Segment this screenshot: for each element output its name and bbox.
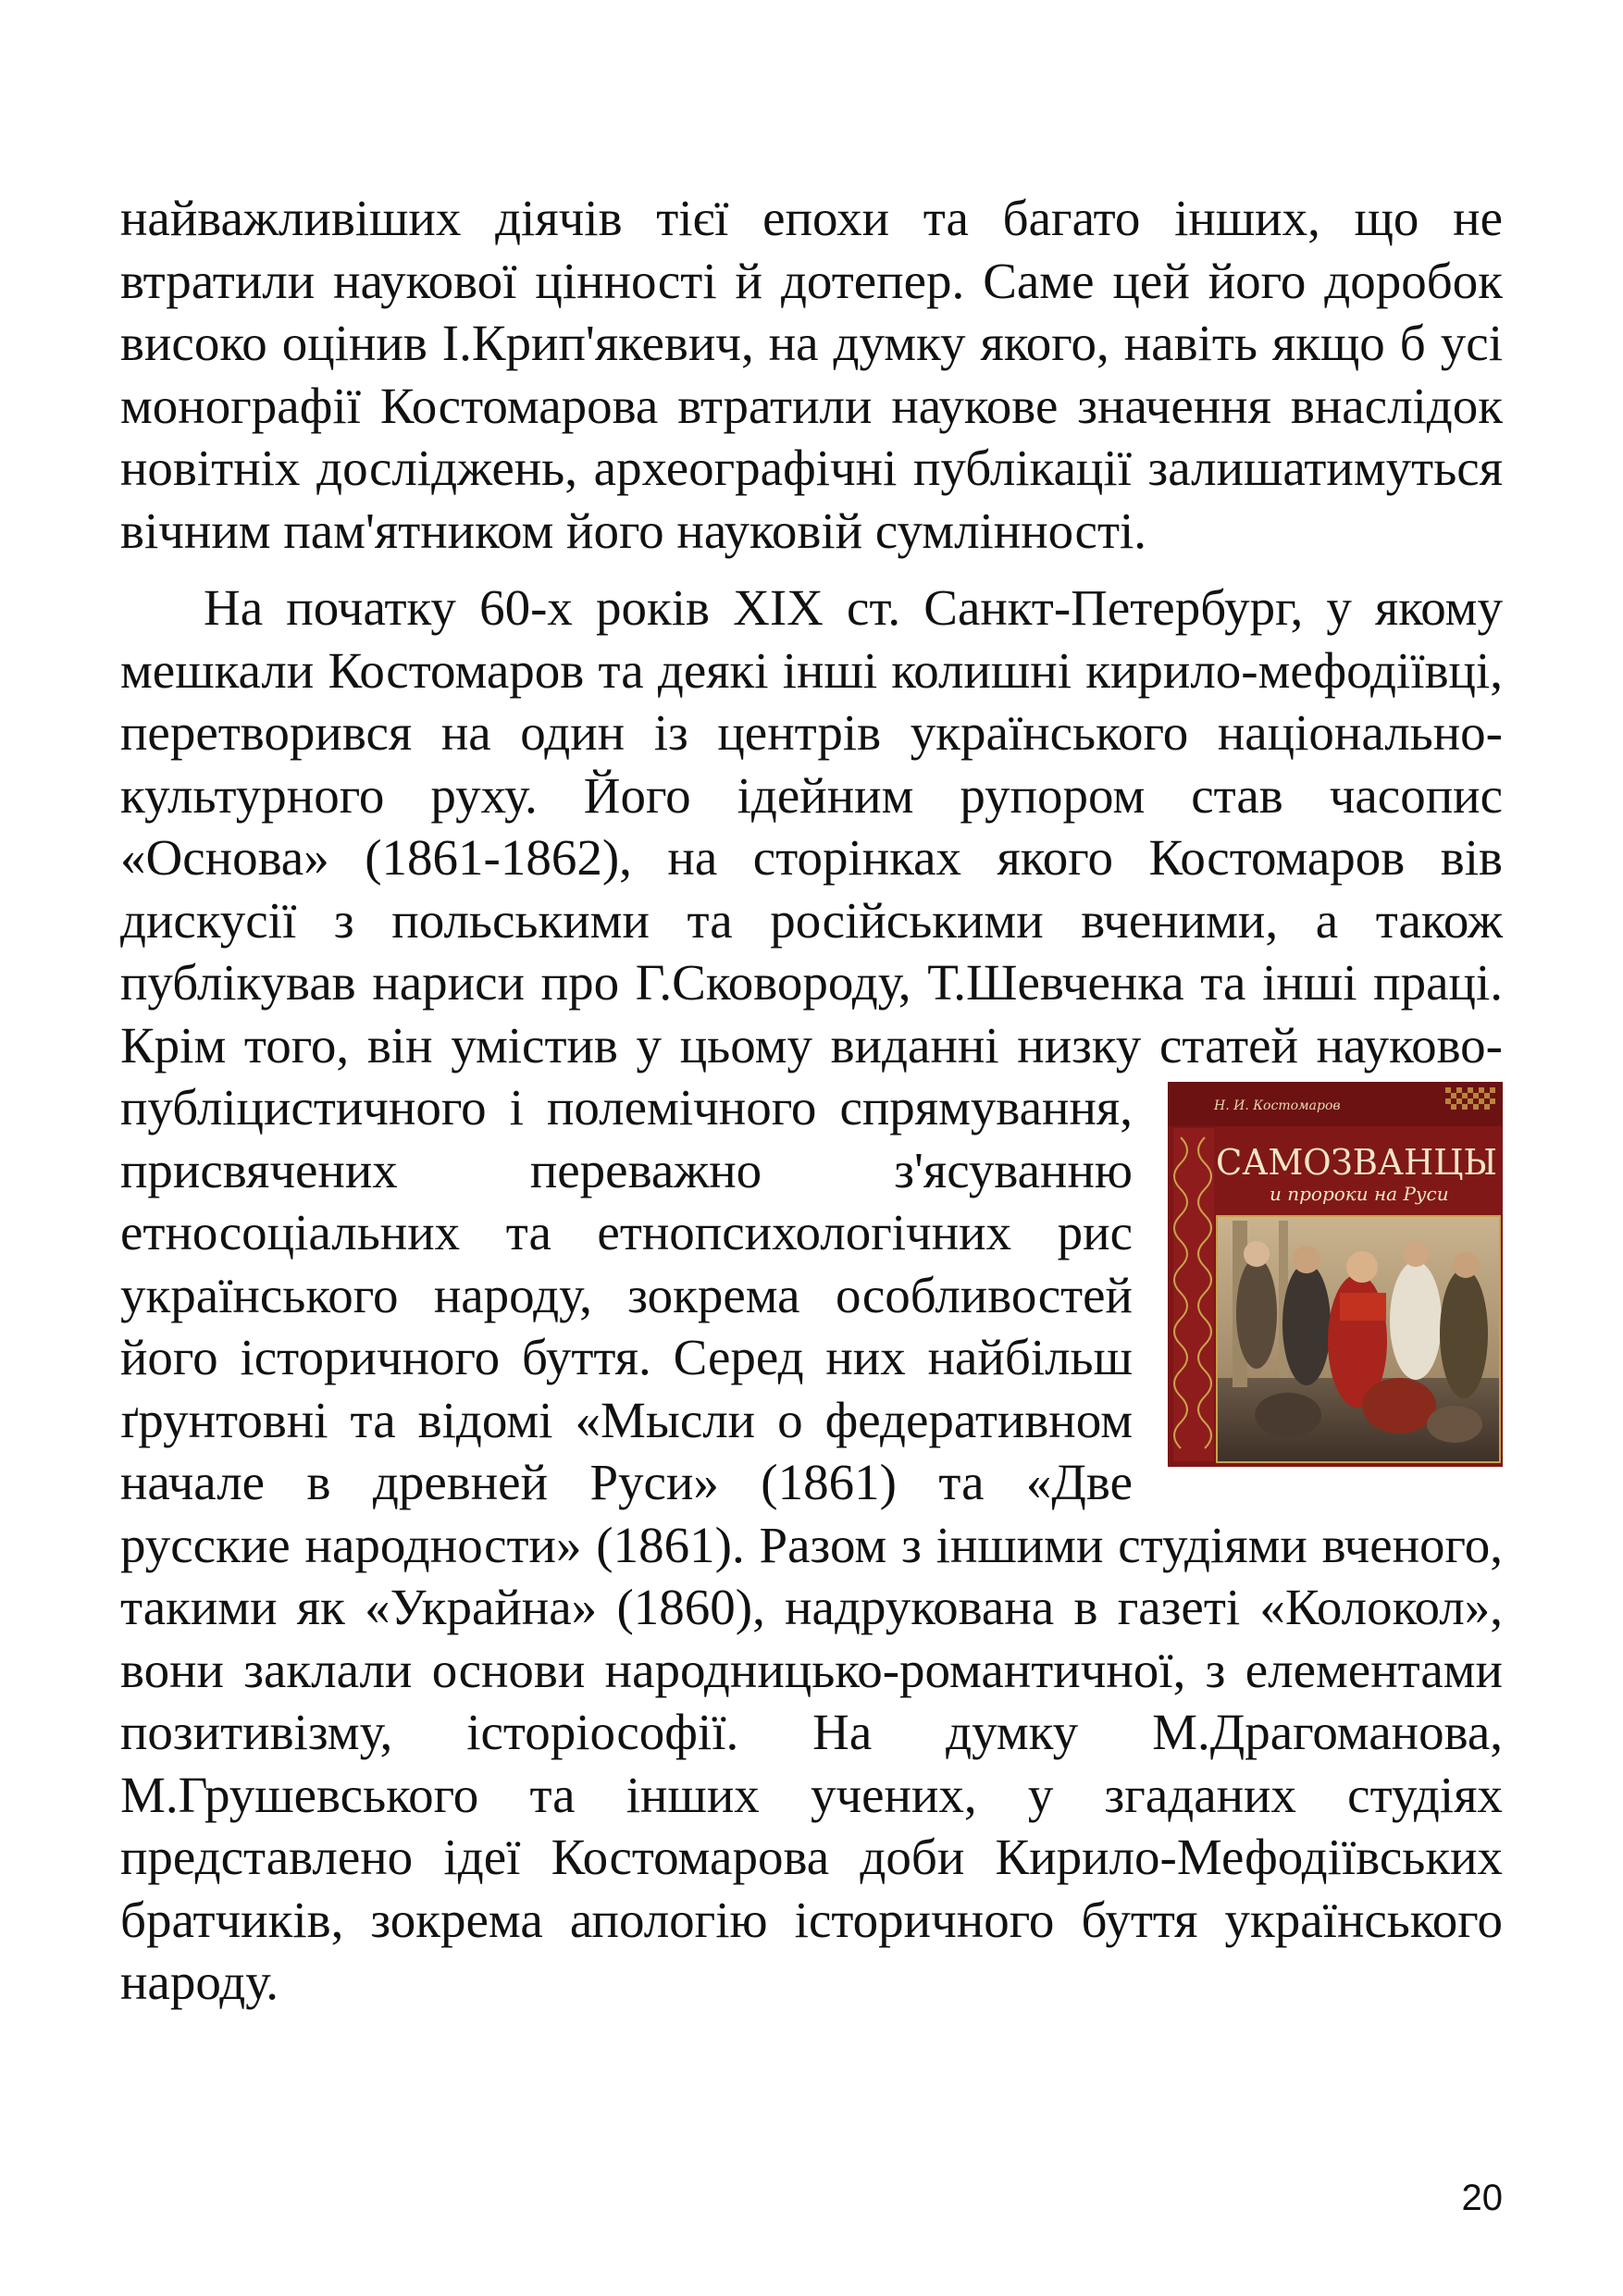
book-cover-title: САМОЗВАНЦЫ xyxy=(1216,1142,1497,1183)
paragraph-1: найважливіших діячів тієї епохи та багато інших, що не втратили наукової цінності й дотепер. Саме цей його доробок високо оцінив І.Крип'якевич, на думку якого, навіть якщо б усі монографії Костомарова втратили наукове значення внаслідок новітніх досліджень, археографічні публікації залишатимуться вічним пам'ятником його науковій сумлінності. xyxy=(120,190,1503,559)
book-cover-image xyxy=(1168,1082,1503,1467)
paragraph-2 xyxy=(120,577,1503,2014)
paragraph-2-continuation: полемічного спрямування, присвячених переважно з'ясуванню етносоціальних та етнопсихологічних рис українського народу, зокрема особливостей його історичного буття. Серед них найбільш ґрунтовні та відомі «Мысли о федеративном начале в древней Руси» (1861) та «Две русские народности» (1861). Разом з іншими студіями вченого, такими як «Украйна» (1860), надрукована в газеті «Колокол», вони заклали основи народницько-романтичної, з елементами позитивізму, історіософії. На думку М.Драгоманова, М.Грушевського та інших учених, у згаданих студіях представлено ідеї Костомарова доби Кирило-Мефодіївських братчиків, зокрема апологію історичного буття українського народу. xyxy=(120,1079,1503,2010)
book-cover-subtitle: и пророки на Руси xyxy=(1270,1183,1449,1205)
paragraph-2-start: На початку 60-х років ХІХ ст. Санкт-Петербург, у якому мешкали Костомаров та деякі інші колишні кирило-мефодіївці, перетворився на один із центрів українського національно-культурного руху. Його ідейним рупором став часопис «Основа» (1861-1862), на сторінках якого Костомаров вів дискусії з польськими та російськими вченими, а також публікував нариси про Г.Сковороду, Т.Шевченка та інші праці. Крім того, він умістив у цьому виданні низку статей науково-публіцистичного і xyxy=(120,579,1503,1136)
body-text xyxy=(120,187,1503,2014)
book-cover-author: Н. И. Костомаров xyxy=(1214,1098,1341,1113)
page-number: 20 xyxy=(1461,2178,1503,2218)
